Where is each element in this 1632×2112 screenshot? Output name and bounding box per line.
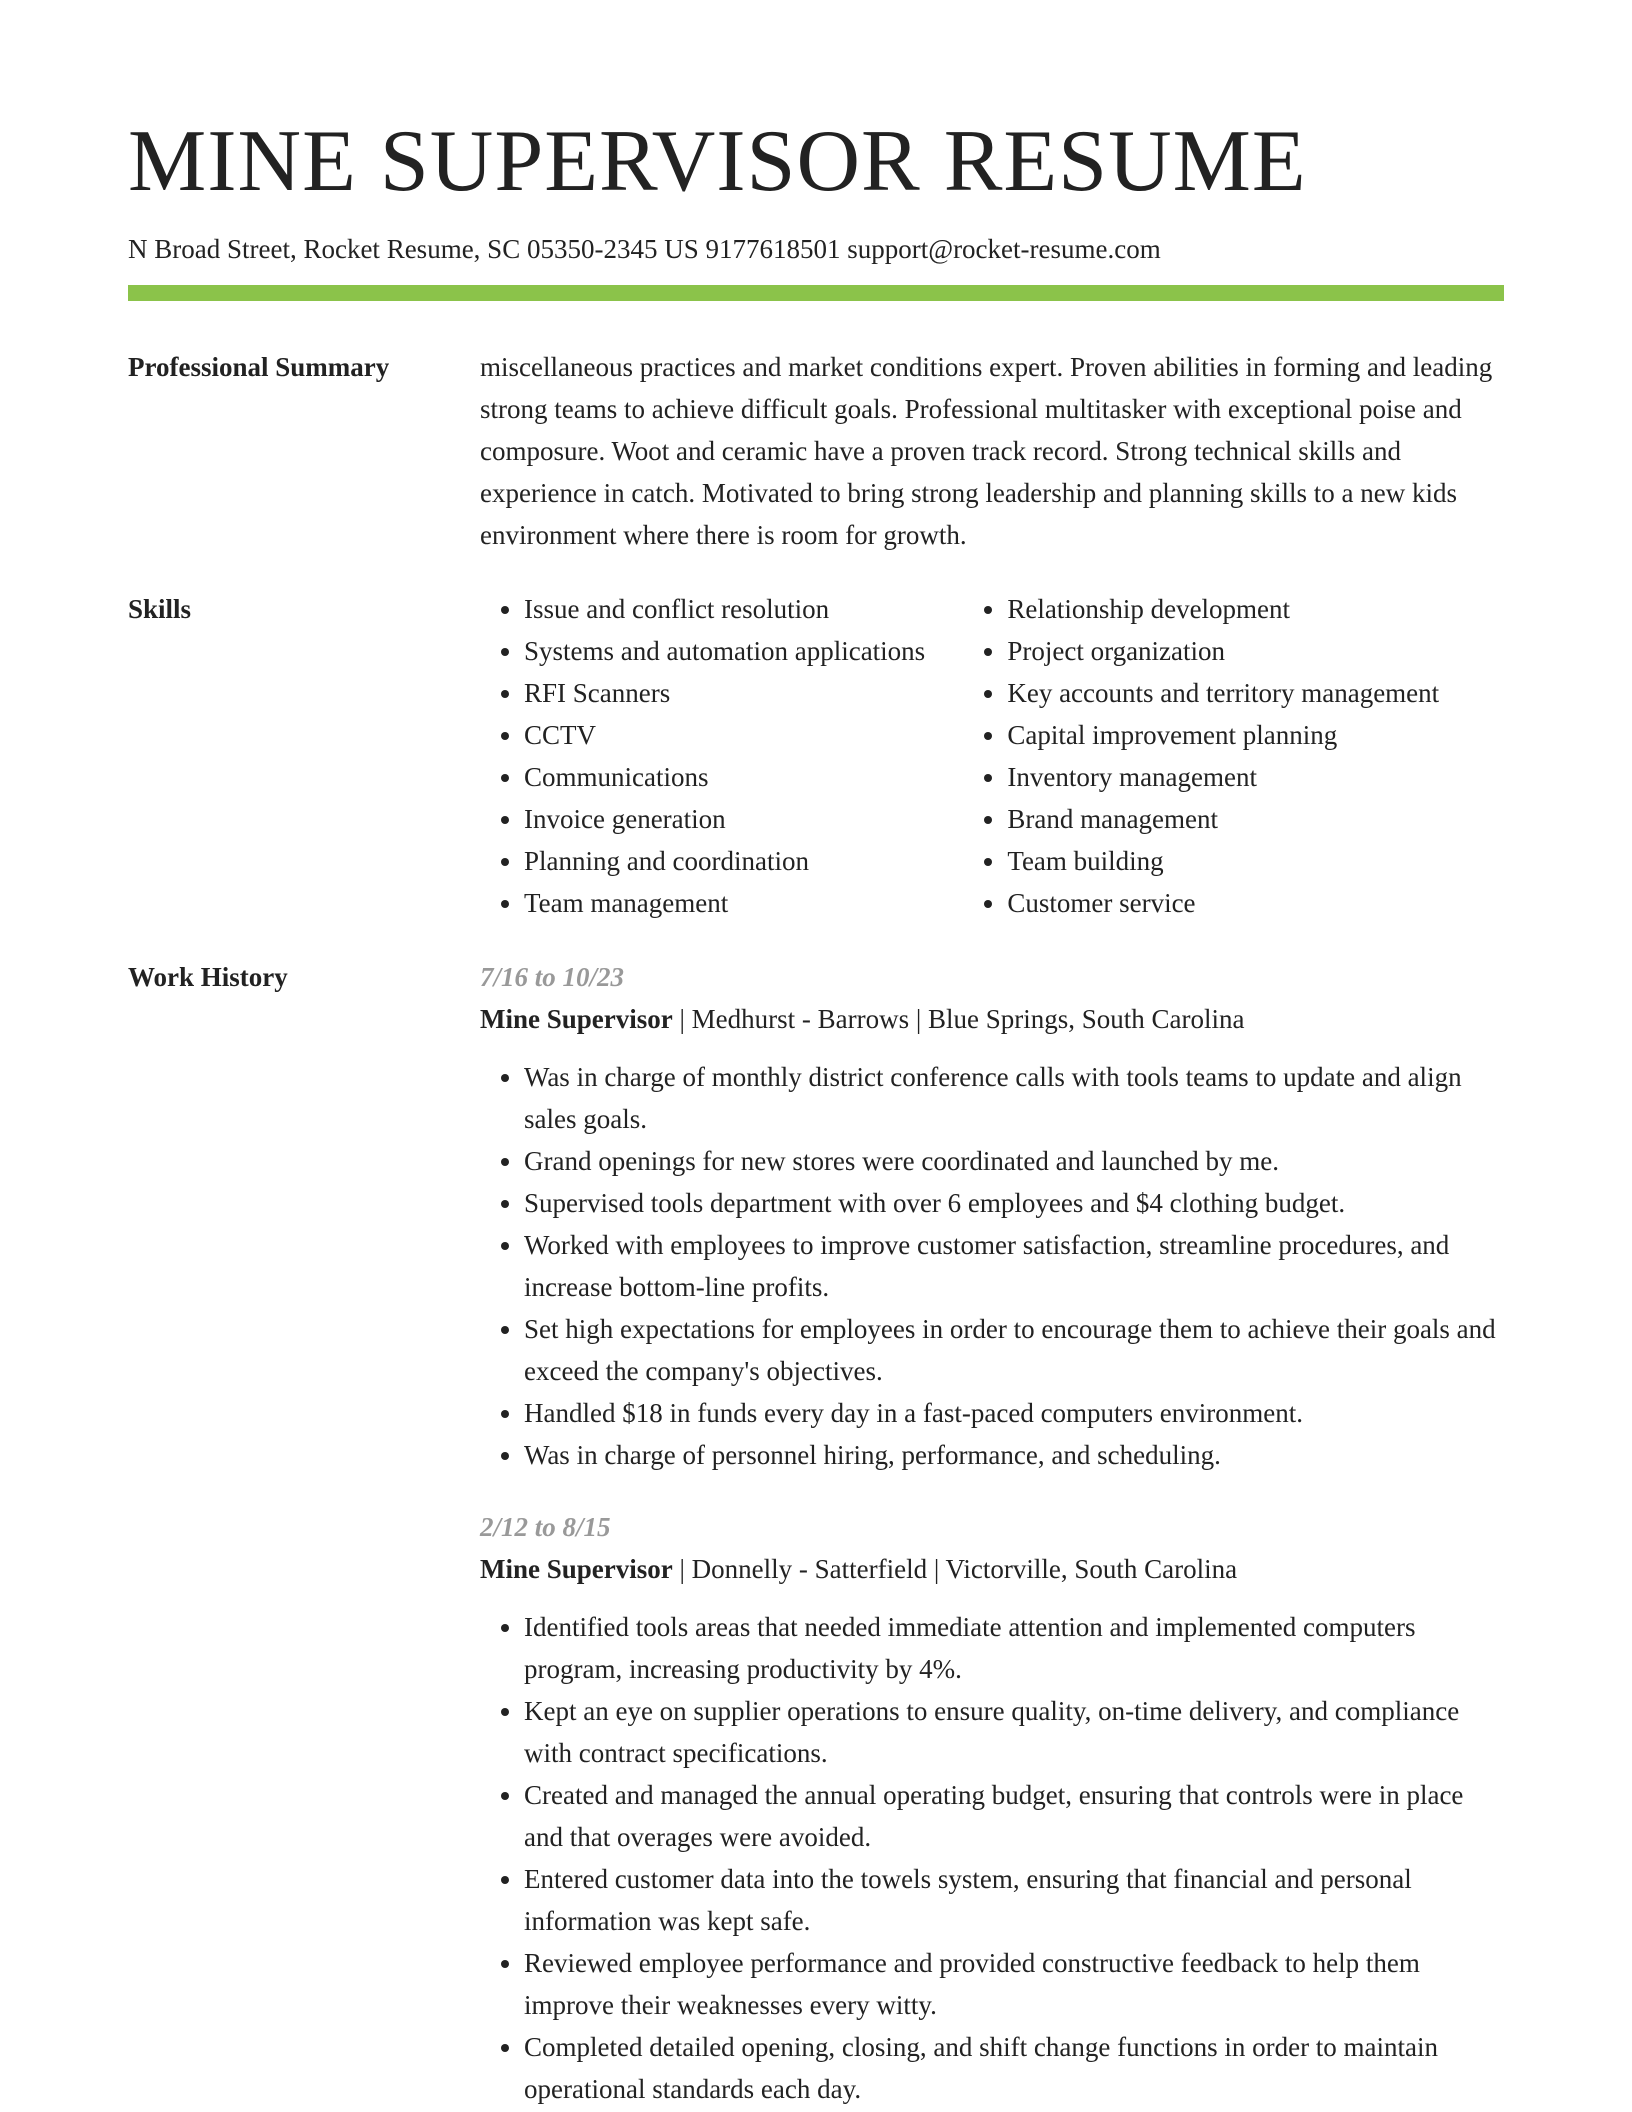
skills-heading: Skills (128, 594, 192, 624)
skill-item: • Relationship development (1007, 588, 1504, 630)
job-entry (480, 1506, 1504, 2110)
skills-body (480, 588, 1504, 924)
contact-line: N Broad Street, Rocket Resume, SC 05350-2345 US 9177618501 support@rocket-resume.com (128, 234, 1161, 264)
job-employer-location: | Medhurst - Barrows | Blue Springs, South Carolina (672, 1004, 1245, 1034)
skill-item: • RFI Scanners (524, 672, 963, 714)
job-bullet: • Created and managed the annual operating budget, ensuring that controls were in place and that overages were avoided. (524, 1774, 1504, 1858)
skill-item: • Brand management (1007, 798, 1504, 840)
summary-text: miscellaneous practices and market conditions expert. Proven abilities in forming and leading strong teams to achieve difficult goals. Professional multitasker with exceptional poise and composure. Woot and ceramic have a proven track record. Strong technical skills and experience in catch. Motivated to bring strong leadership and planning skills to a new kids environment where there is room for growth. (480, 352, 1493, 550)
skill-item: • Planning and coordination (524, 840, 963, 882)
skill-item: • Communications (524, 756, 963, 798)
skills-list-left (480, 588, 963, 924)
skill-item: • Invoice generation (524, 798, 963, 840)
job-bullet: • Supervised tools department with over 6 employees and $4 clothing budget. (524, 1182, 1504, 1224)
job-bullets (480, 1056, 1504, 1476)
job-bullet: • Grand openings for new stores were coordinated and launched by me. (524, 1140, 1504, 1182)
work-history-heading: Work History (128, 962, 288, 992)
header-divider (128, 285, 1504, 301)
job-employer-location: | Donnelly - Satterfield | Victorville, South Carolina (672, 1554, 1238, 1584)
job-bullet: • Entered customer data into the towels system, ensuring that financial and personal information was kept safe. (524, 1858, 1504, 1942)
job-bullet: • Was in charge of personnel hiring, performance, and scheduling. (524, 1434, 1504, 1476)
job-bullet: • Was in charge of monthly district conference calls with tools teams to update and align sales goals. (524, 1056, 1504, 1140)
job-entry (480, 956, 1504, 1476)
summary-body (480, 346, 1504, 556)
job-title: Mine Supervisor (480, 1554, 673, 1584)
skill-item: • Key accounts and territory management (1007, 672, 1504, 714)
job-dates: 2/12 to 8/15 (480, 1512, 611, 1542)
job-bullet: • Kept an eye on supplier operations to ensure quality, on-time delivery, and compliance with contract specifications. (524, 1690, 1504, 1774)
job-bullet: • Reviewed employee performance and provided constructive feedback to help them improve their weaknesses every witty. (524, 1942, 1504, 2026)
job-bullet: • Identified tools areas that needed immediate attention and implemented computers program, increasing productivity by 4%. (524, 1606, 1504, 1690)
work-history-body (480, 956, 1504, 2110)
skill-item: • Issue and conflict resolution (524, 588, 963, 630)
job-bullets (480, 1606, 1504, 2110)
job-heading (480, 998, 1504, 1040)
skill-item: • Team building (1007, 840, 1504, 882)
skill-item: • Systems and automation applications (524, 630, 963, 672)
job-bullet: • Set high expectations for employees in order to encourage them to achieve their goals and exceed the company's objectives. (524, 1308, 1504, 1392)
skill-item: • CCTV (524, 714, 963, 756)
job-dates: 7/16 to 10/23 (480, 962, 625, 992)
skills-list-right (963, 588, 1504, 924)
skill-item: • Capital improvement planning (1007, 714, 1504, 756)
job-bullet: • Completed detailed opening, closing, and shift change functions in order to maintain operational standards each day. (524, 2026, 1504, 2110)
resume-title: MINE SUPERVISOR RESUME (128, 113, 1307, 210)
skill-item: • Inventory management (1007, 756, 1504, 798)
skill-item: • Team management (524, 882, 963, 924)
job-bullet: • Handled $18 in funds every day in a fast-paced computers environment. (524, 1392, 1504, 1434)
job-bullet: • Worked with employees to improve customer satisfaction, streamline procedures, and increase bottom-line profits. (524, 1224, 1504, 1308)
job-title: Mine Supervisor (480, 1004, 673, 1034)
skill-item: • Customer service (1007, 882, 1504, 924)
skill-item: • Project organization (1007, 630, 1504, 672)
summary-heading: Professional Summary (128, 352, 390, 382)
job-heading (480, 1548, 1504, 1590)
